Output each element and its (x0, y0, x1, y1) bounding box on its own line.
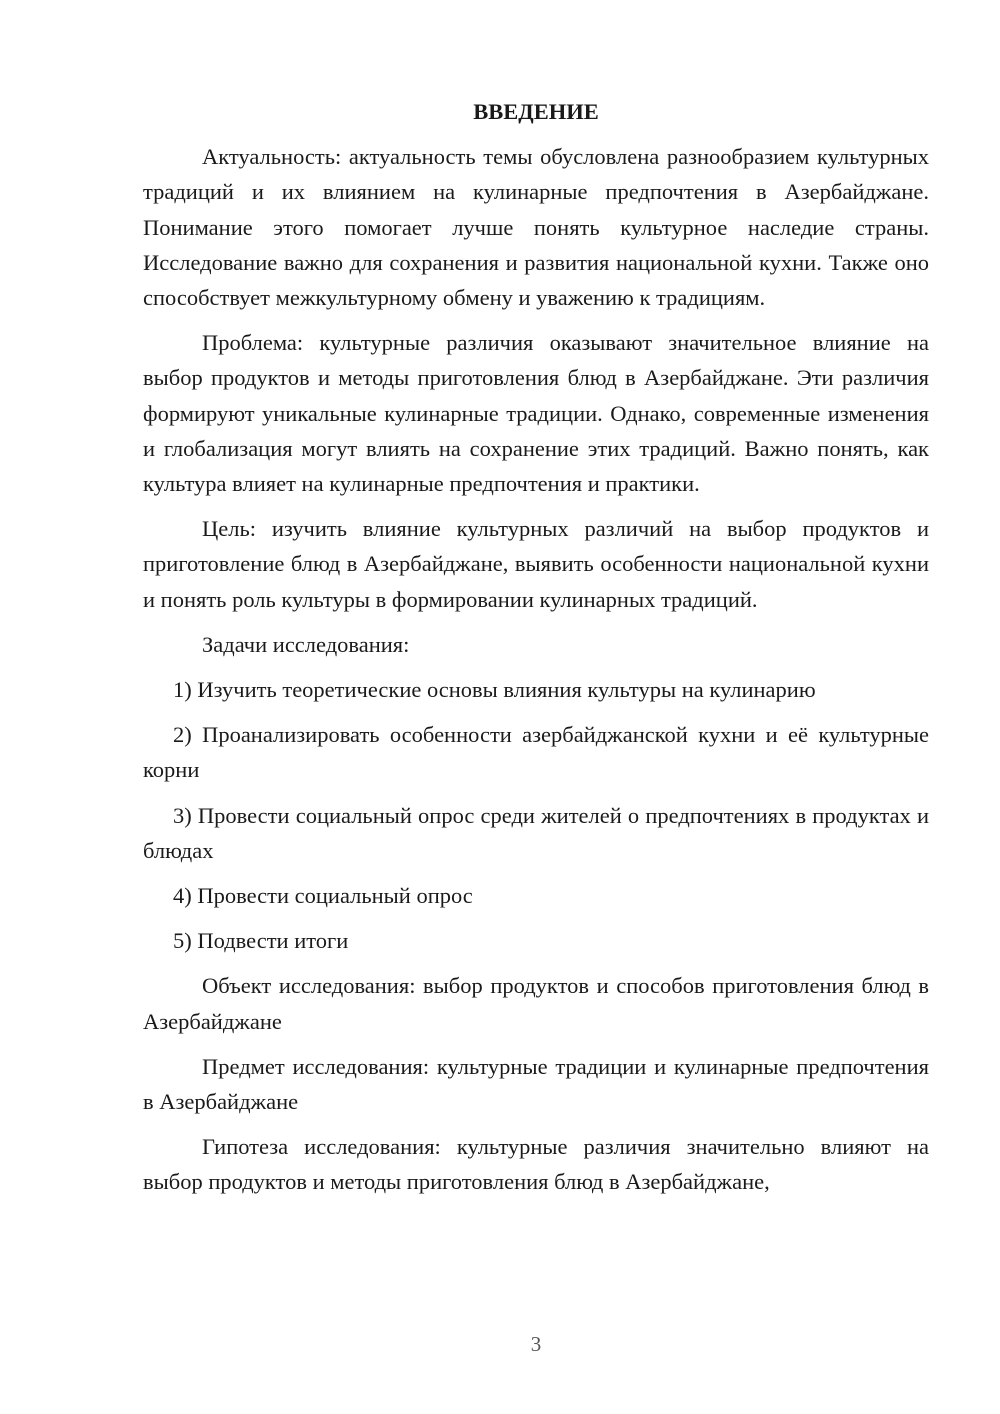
hypothesis-paragraph: Гипотеза исследования: культурные различия значительно влияют на выбор продуктов и методы приготовления блюд в Азербайджане, (143, 1134, 929, 1195)
relevance-paragraph: Актуальность: актуальность темы обусловлена разнообразием культурных традиций и их влиянием на кулинарные предпочтения в Азербайджане. Понимание этого помогает лучше понять культурное наследие страны. Исследование важно для сохранения и развития национальной кухни. Также оно способствует межкультурному обмену и уважению к традициям. (143, 144, 929, 311)
task-item-5: 5) Подвести итоги (173, 928, 349, 954)
page-content (143, 94, 929, 1210)
section-heading: ВВЕДЕНИЕ (473, 99, 599, 124)
task-item-1: 1) Изучить теоретические основы влияния культуры на кулинарию (173, 677, 816, 703)
subject-paragraph: Предмет исследования: культурные традиции и кулинарные предпочтения в Азербайджане (143, 1053, 929, 1115)
goal-paragraph: Цель: изучить влияние культурных различий на выбор продуктов и приготовление блюд в Азербайджане, выявить особенности национальной кухни и понять роль культуры в формировании кулинарных традиций. (143, 516, 929, 612)
task-item-4: 4) Провести социальный опрос (173, 883, 473, 909)
task-item-3: 3) Провести социальный опрос среди жителей о предпочтениях в продуктах и блюдах (143, 802, 929, 863)
problem-paragraph: Проблема: культурные различия оказывают значительное влияние на выбор продуктов и методы приготовления блюд в Азербайджане. Эти различия формируют уникальные кулинарные традиции. Однако, современные изменения и глобализация могут влиять на сохранение этих традиций. Важно понять, как культура влияет на кулинарные предпочтения и практики. (143, 330, 929, 497)
task-item-2: 2) Проанализировать особенности азербайджанской кухни и её культурные корни (143, 722, 929, 783)
page-number: 3 (530, 1332, 542, 1356)
object-paragraph: Объект исследования: выбор продуктов и способов приготовления блюд в Азербайджане (143, 973, 929, 1034)
tasks-title: Задачи исследования: (202, 631, 410, 657)
